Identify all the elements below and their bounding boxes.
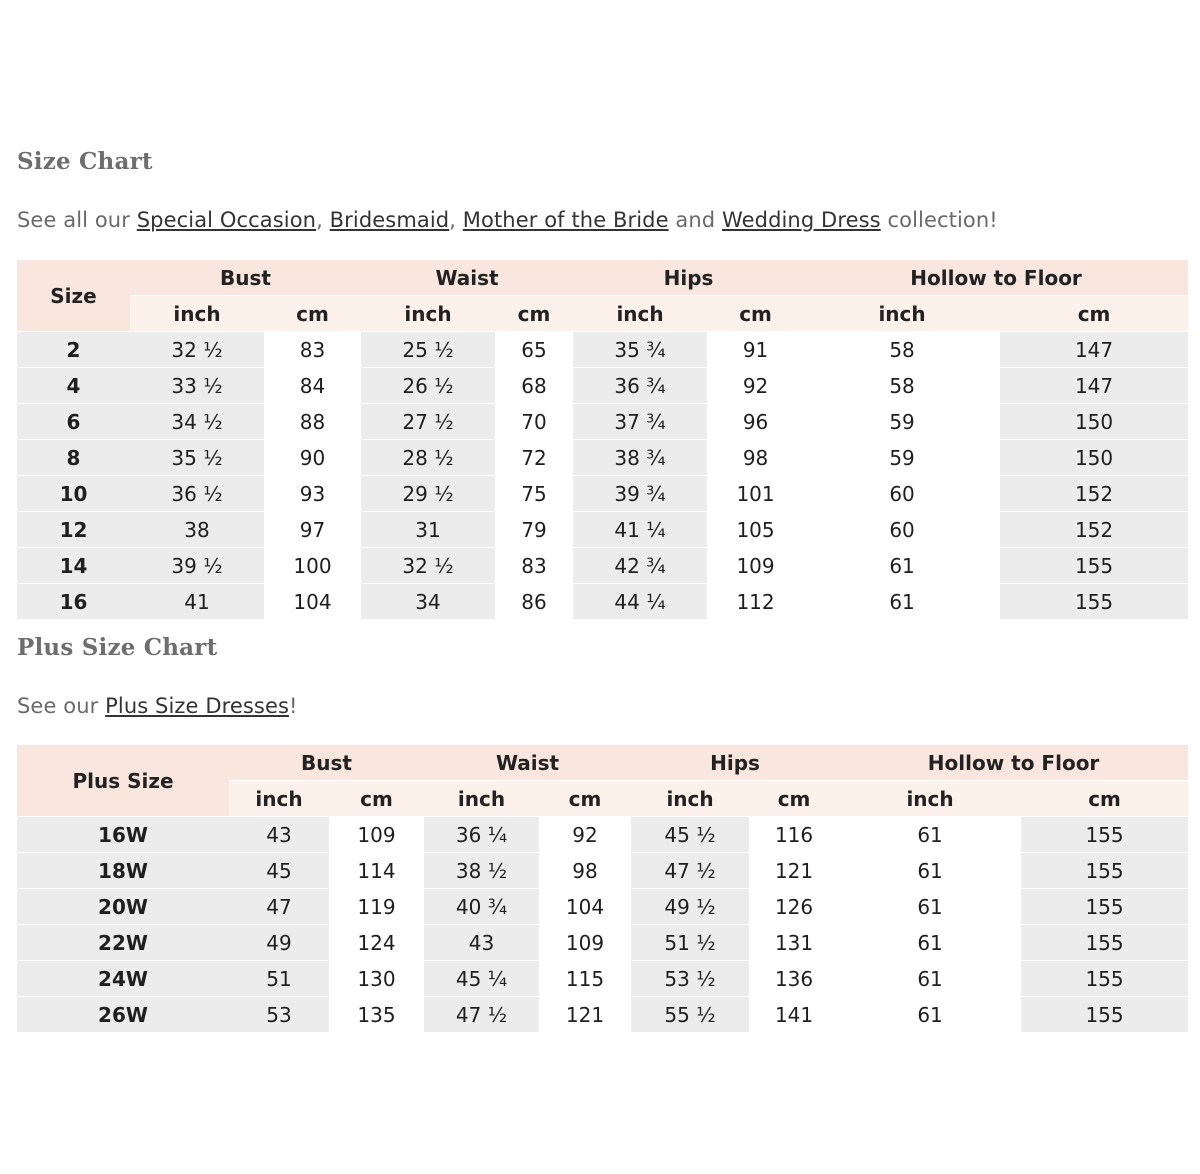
measurement-cell: 130 — [329, 961, 424, 997]
size-label-cell: 6 — [17, 404, 130, 440]
measurement-cell: 91 — [707, 332, 804, 368]
measurement-cell: 155 — [1000, 584, 1188, 620]
plus-size-intro — [17, 694, 298, 718]
table-row — [17, 584, 1188, 620]
measurement-cell: 58 — [804, 332, 1000, 368]
measurement-cell: 109 — [329, 817, 424, 853]
measurement-cell: 109 — [707, 548, 804, 584]
measurement-cell: 51 ½ — [631, 925, 749, 961]
measurement-cell: 75 — [495, 476, 573, 512]
table-row — [17, 404, 1188, 440]
intro-separator: , — [316, 208, 330, 232]
size-chart-title: Size Chart — [17, 148, 153, 175]
hollow-to-floor-header: Hollow to Floor — [839, 745, 1188, 781]
unit-header: cm — [749, 781, 839, 817]
unit-header: cm — [329, 781, 424, 817]
measurement-cell: 124 — [329, 925, 424, 961]
table-row — [17, 853, 1188, 889]
measurement-cell: 47 ½ — [424, 997, 539, 1033]
unit-header: cm — [495, 296, 573, 332]
measurement-cell: 61 — [839, 925, 1021, 961]
measurement-cell: 155 — [1021, 889, 1188, 925]
measurement-cell: 53 ½ — [631, 961, 749, 997]
measurement-cell: 35 ¾ — [573, 332, 707, 368]
measurement-cell: 114 — [329, 853, 424, 889]
table-row — [17, 817, 1188, 853]
waist-header: Waist — [361, 260, 573, 296]
measurement-cell: 100 — [264, 548, 361, 584]
size-label-cell: 22W — [17, 925, 229, 961]
table-row — [17, 440, 1188, 476]
size-label-cell: 16W — [17, 817, 229, 853]
unit-header: inch — [839, 781, 1021, 817]
table-row — [17, 368, 1188, 404]
unit-header: cm — [707, 296, 804, 332]
measurement-cell: 61 — [839, 889, 1021, 925]
measurement-cell: 88 — [264, 404, 361, 440]
measurement-cell: 39 ¾ — [573, 476, 707, 512]
measurement-cell: 28 ½ — [361, 440, 495, 476]
measurement-cell: 37 ¾ — [573, 404, 707, 440]
table-row — [17, 548, 1188, 584]
measurement-cell: 34 — [361, 584, 495, 620]
measurement-cell: 65 — [495, 332, 573, 368]
measurement-cell: 155 — [1021, 925, 1188, 961]
measurement-cell: 25 ½ — [361, 332, 495, 368]
measurement-cell: 152 — [1000, 476, 1188, 512]
hips-header: Hips — [573, 260, 804, 296]
wedding-dress-link[interactable]: Wedding Dress — [721, 208, 881, 232]
measurement-cell: 68 — [495, 368, 573, 404]
measurement-cell: 44 ¼ — [573, 584, 707, 620]
hips-header: Hips — [631, 745, 839, 781]
measurement-cell: 41 — [130, 584, 264, 620]
unit-header: cm — [539, 781, 631, 817]
measurement-cell: 79 — [495, 512, 573, 548]
bust-header: Bust — [229, 745, 424, 781]
intro-suffix: ! — [289, 694, 298, 718]
size-label-cell: 8 — [17, 440, 130, 476]
measurement-cell: 84 — [264, 368, 361, 404]
measurement-cell: 36 ½ — [130, 476, 264, 512]
measurement-cell: 93 — [264, 476, 361, 512]
measurement-cell: 29 ½ — [361, 476, 495, 512]
size-column-header: Size — [17, 260, 130, 332]
measurement-cell: 109 — [539, 925, 631, 961]
size-label-cell: 4 — [17, 368, 130, 404]
measurement-cell: 70 — [495, 404, 573, 440]
measurement-cell: 34 ½ — [130, 404, 264, 440]
measurement-cell: 35 ½ — [130, 440, 264, 476]
measurement-cell: 135 — [329, 997, 424, 1033]
table-row — [17, 476, 1188, 512]
measurement-cell: 61 — [804, 548, 1000, 584]
measurement-cell: 83 — [264, 332, 361, 368]
bust-header: Bust — [130, 260, 361, 296]
measurement-cell: 31 — [361, 512, 495, 548]
plus-size-column-header: Plus Size — [17, 745, 229, 817]
table-row — [17, 997, 1188, 1033]
measurement-cell: 72 — [495, 440, 573, 476]
measurement-cell: 33 ½ — [130, 368, 264, 404]
measurement-cell: 45 ¼ — [424, 961, 539, 997]
intro-suffix: collection! — [880, 208, 998, 232]
measurement-cell: 45 — [229, 853, 329, 889]
measurement-cell: 61 — [804, 584, 1000, 620]
size-label-cell: 20W — [17, 889, 229, 925]
measurement-cell: 45 ½ — [631, 817, 749, 853]
waist-header: Waist — [424, 745, 631, 781]
measurement-cell: 121 — [749, 853, 839, 889]
measurement-cell: 90 — [264, 440, 361, 476]
measurement-cell: 101 — [707, 476, 804, 512]
measurement-cell: 59 — [804, 404, 1000, 440]
measurement-cell: 36 ¼ — [424, 817, 539, 853]
measurement-cell: 61 — [839, 853, 1021, 889]
measurement-cell: 141 — [749, 997, 839, 1033]
measurement-cell: 47 — [229, 889, 329, 925]
size-label-cell: 10 — [17, 476, 130, 512]
measurement-cell: 60 — [804, 476, 1000, 512]
measurement-cell: 32 ½ — [361, 548, 495, 584]
measurement-cell: 60 — [804, 512, 1000, 548]
measurement-cell: 26 ½ — [361, 368, 495, 404]
unit-header: inch — [229, 781, 329, 817]
unit-header: cm — [1000, 296, 1188, 332]
measurement-cell: 155 — [1021, 853, 1188, 889]
measurement-cell: 38 ½ — [424, 853, 539, 889]
measurement-cell: 41 ¼ — [573, 512, 707, 548]
measurement-cell: 147 — [1000, 332, 1188, 368]
table-row — [17, 889, 1188, 925]
measurement-cell: 147 — [1000, 368, 1188, 404]
measurement-cell: 119 — [329, 889, 424, 925]
measurement-cell: 42 ¾ — [573, 548, 707, 584]
measurement-cell: 53 — [229, 997, 329, 1033]
size-label-cell: 24W — [17, 961, 229, 997]
size-label-cell: 16 — [17, 584, 130, 620]
size-chart-intro — [17, 208, 998, 232]
measurement-cell: 38 — [130, 512, 264, 548]
unit-header: cm — [264, 296, 361, 332]
intro-prefix: See all our — [17, 208, 137, 232]
plus-size-chart-title: Plus Size Chart — [17, 634, 218, 661]
size-label-cell: 14 — [17, 548, 130, 584]
hollow-to-floor-header: Hollow to Floor — [804, 260, 1188, 296]
measurement-cell: 43 — [229, 817, 329, 853]
measurement-cell: 98 — [539, 853, 631, 889]
measurement-cell: 38 ¾ — [573, 440, 707, 476]
measurement-cell: 92 — [539, 817, 631, 853]
unit-header: cm — [1021, 781, 1188, 817]
measurement-cell: 115 — [539, 961, 631, 997]
measurement-cell: 27 ½ — [361, 404, 495, 440]
measurement-cell: 97 — [264, 512, 361, 548]
measurement-cell: 49 ½ — [631, 889, 749, 925]
special-occasion-link[interactable]: Special Occasion — [136, 208, 317, 232]
intro-prefix: See our — [17, 694, 106, 718]
measurement-cell: 39 ½ — [130, 548, 264, 584]
measurement-cell: 136 — [749, 961, 839, 997]
measurement-cell: 61 — [839, 997, 1021, 1033]
measurement-cell: 40 ¾ — [424, 889, 539, 925]
unit-header: inch — [424, 781, 539, 817]
unit-header: inch — [573, 296, 707, 332]
intro-separator: , — [449, 208, 463, 232]
measurement-cell: 83 — [495, 548, 573, 584]
measurement-cell: 59 — [804, 440, 1000, 476]
measurement-cell: 104 — [264, 584, 361, 620]
size-label-cell: 2 — [17, 332, 130, 368]
measurement-cell: 36 ¾ — [573, 368, 707, 404]
measurement-cell: 98 — [707, 440, 804, 476]
table-row — [17, 961, 1188, 997]
mother-of-the-bride-link[interactable]: Mother of the Bride — [462, 208, 669, 232]
measurement-cell: 47 ½ — [631, 853, 749, 889]
table-row — [17, 332, 1188, 368]
plus-size-chart-table — [17, 745, 1188, 1033]
intro-separator: and — [668, 208, 722, 232]
measurement-cell: 55 ½ — [631, 997, 749, 1033]
measurement-cell: 92 — [707, 368, 804, 404]
unit-header: inch — [130, 296, 264, 332]
measurement-cell: 51 — [229, 961, 329, 997]
unit-header: inch — [804, 296, 1000, 332]
table-row — [17, 925, 1188, 961]
unit-header: inch — [631, 781, 749, 817]
unit-header: inch — [361, 296, 495, 332]
measurement-cell: 105 — [707, 512, 804, 548]
measurement-cell: 61 — [839, 817, 1021, 853]
size-label-cell: 12 — [17, 512, 130, 548]
measurement-cell: 131 — [749, 925, 839, 961]
measurement-cell: 32 ½ — [130, 332, 264, 368]
measurement-cell: 155 — [1021, 961, 1188, 997]
measurement-cell: 155 — [1000, 548, 1188, 584]
measurement-cell: 121 — [539, 997, 631, 1033]
measurement-cell: 96 — [707, 404, 804, 440]
measurement-cell: 155 — [1021, 817, 1188, 853]
measurement-cell: 116 — [749, 817, 839, 853]
table-row — [17, 512, 1188, 548]
size-label-cell: 26W — [17, 997, 229, 1033]
measurement-cell: 112 — [707, 584, 804, 620]
measurement-cell: 61 — [839, 961, 1021, 997]
plus-size-dresses-link[interactable]: Plus Size Dresses — [105, 694, 290, 718]
size-label-cell: 18W — [17, 853, 229, 889]
measurement-cell: 49 — [229, 925, 329, 961]
measurement-cell: 43 — [424, 925, 539, 961]
measurement-cell: 150 — [1000, 440, 1188, 476]
size-chart-table — [17, 260, 1188, 620]
measurement-cell: 86 — [495, 584, 573, 620]
bridesmaid-link[interactable]: Bridesmaid — [329, 208, 450, 232]
measurement-cell: 58 — [804, 368, 1000, 404]
measurement-cell: 152 — [1000, 512, 1188, 548]
measurement-cell: 150 — [1000, 404, 1188, 440]
measurement-cell: 104 — [539, 889, 631, 925]
measurement-cell: 126 — [749, 889, 839, 925]
measurement-cell: 155 — [1021, 997, 1188, 1033]
